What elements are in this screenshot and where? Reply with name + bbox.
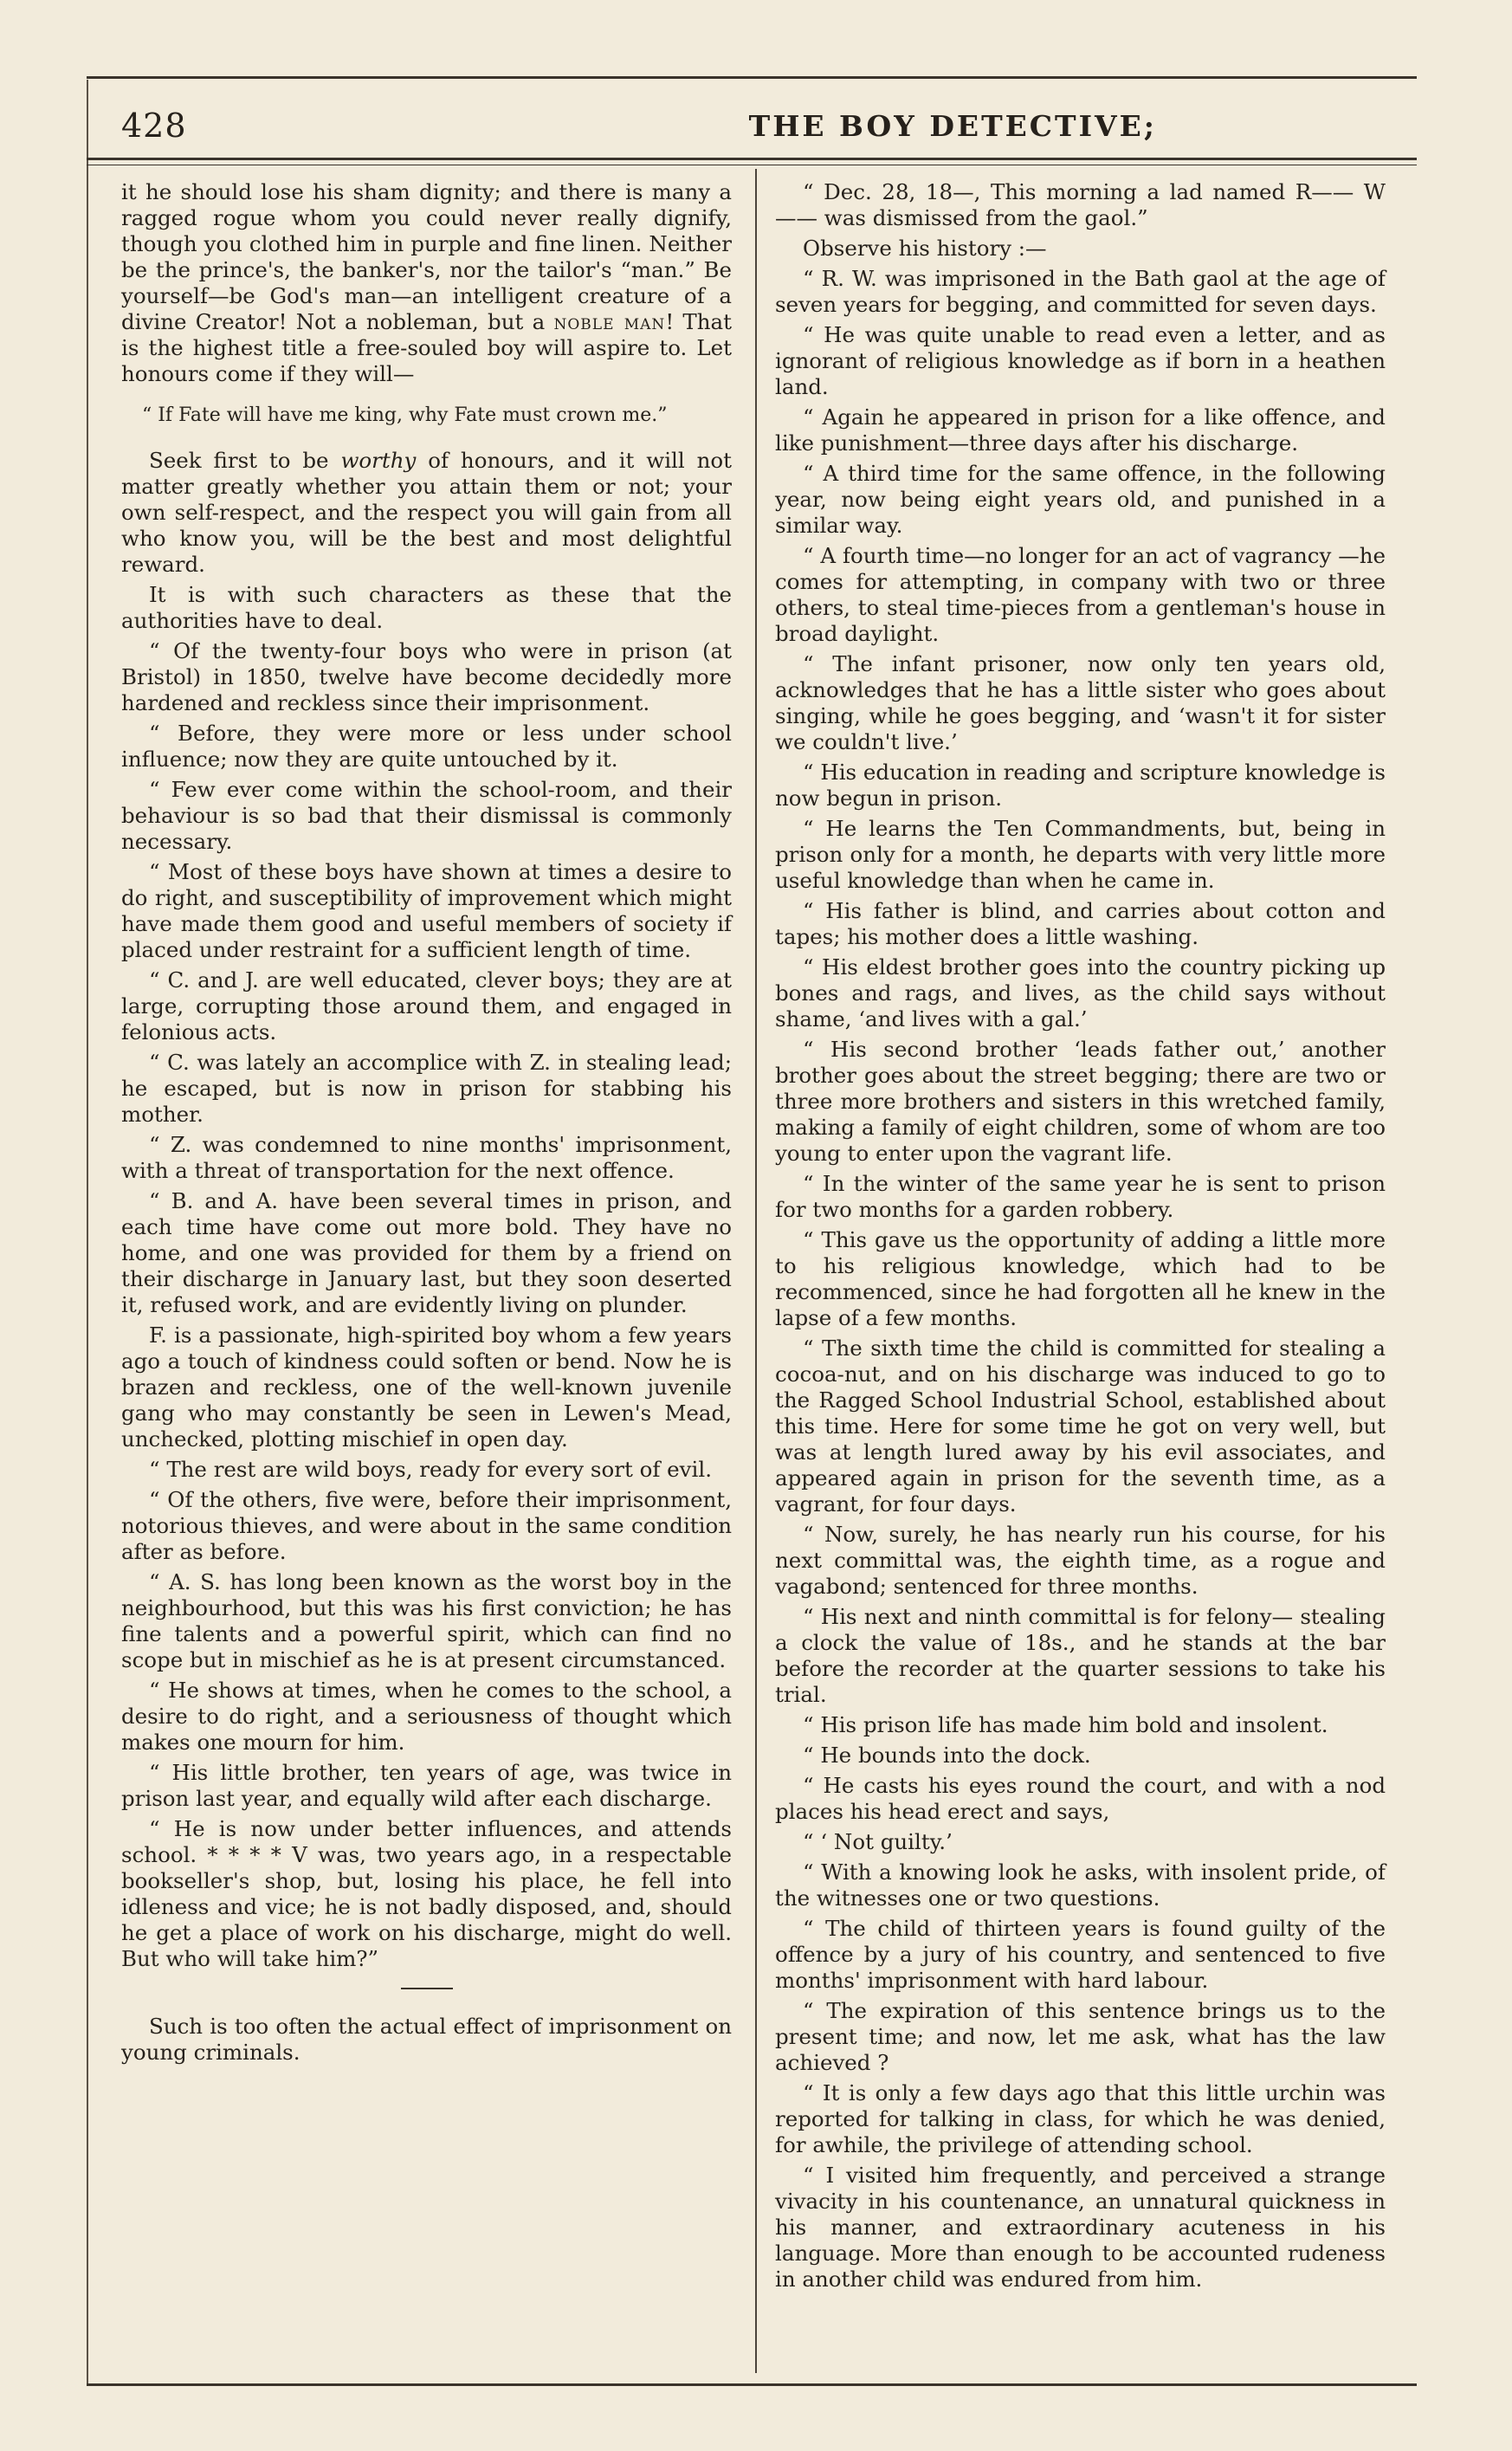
paragraph: F. is a passionate, high-spirited boy whom a few years ago a touch of kindness could soften or bend. Now he is brazen and reckless, one of the well-known juvenile gang who may constantly be seen in Lewen's Mead, unchecked, plotting mischief in open day. — [121, 1323, 732, 1452]
paragraph: Such is too often the actual effect of imprisonment on young criminals. — [121, 2014, 732, 2065]
paragraph: “ Z. was condemned to nine months' imprisonment, with a threat of transportation for the next offence. — [121, 1132, 732, 1183]
paragraph: Observe his history :— — [803, 236, 1047, 261]
left-margin-rule — [87, 80, 88, 2383]
paragraph: “ Of the twenty-four boys who were in prison (at Bristol) in 1850, twelve have become decidedly more hardened and reckless since their imprisonment. — [121, 638, 732, 715]
paragraph: “ He was quite unable to read even a letter, and as ignorant of religious knowledge as if born in a heathen land. — [775, 322, 1386, 399]
paragraph: “ R. W. was imprisoned in the Bath gaol at the age of seven years for begging, and committed for seven days. — [775, 266, 1386, 317]
paragraph: “ A. S. has long been known as the worst boy in the neighbourhood, but this was his first conviction; he has fine talents and a powerful spirit, which can find no scope but in mischief as he is at present circumstanced. — [121, 1569, 732, 1672]
paragraph: “ C. and J. are well educated, clever boys; they are at large, corrupting those around them, and engaged in felonious acts. — [121, 967, 732, 1044]
paragraph: “ I visited him frequently, and perceived a strange vivacity in his countenance, an unnatural quickness in his manner, and extraordinary acuteness in his language. More than enough to be accounted rudeness in another child was endured from him. — [775, 2163, 1386, 2292]
paragraph-text: ! That is the highest title a free-souled boy will aspire to. Let honours come if they will— — [121, 309, 732, 386]
paragraph: “ The infant prisoner, now only ten years old, acknowledges that he has a little sister who goes about singing, while he goes begging, and ‘wasn't it for sister we couldn't live.’ — [775, 651, 1386, 754]
running-title: THE BOY DETECTIVE; — [748, 108, 1157, 143]
paragraph: “ A fourth time—no longer for an act of vagrancy —he comes for attempting, in company with two or three others, to steal time-pieces from a gentleman's house in broad daylight. — [775, 543, 1386, 646]
page-number: 428 — [121, 107, 187, 145]
paragraph: “ He is now under better influences, and attends school. * * * * V was, two years ago, in a respectable bookseller's shop, but, losing his place, he fell into idleness and vice; he is not badly disposed, and, should he get a place of work on his discharge, might do well. But who will take him?” — [121, 1816, 732, 1971]
paragraph: “ His eldest brother goes into the country picking up bones and rags, and lives, as the child says without shame, ‘and lives with a gal.’ — [775, 954, 1386, 1031]
paragraph: “ Of the others, five were, before their imprisonment, notorious thieves, and were about in the same condition after as before. — [121, 1487, 732, 1564]
paragraph: “ The sixth time the child is committed for stealing a cocoa-nut, and on his discharge was induced to go to the Ragged School Industrial School, established about this time. Here for some time he got on very well, but was at length lured away by his evil associates, and appeared again in prison for the seventh time, as a vagrant, for four days. — [775, 1335, 1386, 1517]
paragraph: “ B. and A. have been several times in prison, and each time have come out more bold. They have no home, and one was provided for them by a friend on their discharge in January last, but they soon deserted it, refused work, and are evidently living on plunder. — [121, 1188, 732, 1317]
paragraph: “ With a knowing look he asks, with insolent pride, of the witnesses one or two questions. — [775, 1859, 1386, 1911]
header-rule — [87, 158, 1417, 160]
paragraph: “ The child of thirteen years is found guilty of the offence by a jury of his country, and sentenced to five months' imprisonment with hard labour. — [775, 1916, 1386, 1993]
paragraph-text: Seek first to be — [149, 448, 329, 473]
verse-quote: “ If Fate will have me king, why Fate must crown me.” — [142, 404, 668, 426]
paragraph: “ He shows at times, when he comes to the school, a desire to do right, and a seriousness of thought which makes one mourn for him. — [121, 1678, 732, 1755]
paragraph: “ In the winter of the same year he is sent to prison for two months for a garden robbery. — [775, 1171, 1386, 1222]
paragraph: “ ‘ Not guilty.’ — [803, 1829, 953, 1854]
paragraph-text: it he should lose his sham dignity; and there is many a ragged rogue whom you could never really dignify, though you clothed him in purple and fine linen. Neither be the prince's, the banker's, nor the tailor's “man.” Be yourself—be God's man—an intelligent creature of a divine Creator! Not a nobleman, but a — [121, 179, 732, 334]
paragraph: “ The expiration of this sentence brings us to the present time; and now, let me ask, what has the law achieved ? — [775, 1998, 1386, 2075]
paragraph: “ His next and ninth committal is for felony— stealing a clock the value of 18s., and he stands at the bar before the recorder at the quarter sessions to take his trial. — [775, 1604, 1386, 1707]
paragraph: “ His second brother ‘leads father out,’ another brother goes about the street begging; there are two or three more brothers and sisters in this wretched family, making a family of eight children, some of whom are too young to enter upon the vagrant life. — [775, 1037, 1386, 1166]
paragraph: “ It is only a few days ago that this little urchin was reported for talking in class, for which he was denied, for awhile, the privilege of attending school. — [775, 2080, 1386, 2157]
paragraph: “ Most of these boys have shown at times a desire to do right, and susceptibility of improvement which might have made them good and useful members of society if placed under restraint for a sufficient length of time. — [121, 859, 732, 962]
paragraph: “ C. was lately an accomplice with Z. in stealing lead; he escaped, but is now in prison for stabbing his mother. — [121, 1050, 732, 1127]
paragraph: “ The rest are wild boys, ready for every sort of evil. — [149, 1457, 712, 1482]
paragraph: “ Before, they were more or less under school influence; now they are quite untouched by it. — [121, 721, 732, 772]
paragraph — [121, 179, 732, 387]
paragraph: “ His education in reading and scripture knowledge is now begun in prison. — [775, 760, 1386, 811]
paragraph: “ Few ever come within the school-room, and their behaviour is so bad that their dismissal is commonly necessary. — [121, 777, 732, 854]
paragraph: “ Again he appeared in prison for a like offence, and like punishment—three days after his discharge. — [775, 404, 1386, 456]
emphasis-worthy: worthy — [340, 448, 417, 473]
paragraph: “ A third time for the same offence, in the following year, now being eight years old, and punished in a similar way. — [775, 461, 1386, 538]
paragraph — [121, 448, 732, 578]
column-divider — [755, 169, 757, 2373]
right-column — [775, 179, 1386, 2297]
top-rule — [87, 76, 1417, 79]
paragraph: “ This gave us the opportunity of adding a little more to his religious knowledge, which had to be recommenced, since he had forgotten all he knew in the lapse of a few months. — [775, 1227, 1386, 1330]
paragraph: It is with such characters as these that the authorities have to deal. — [121, 582, 732, 633]
page-header — [121, 104, 1382, 147]
paragraph: “ His prison life has made him bold and insolent. — [803, 1712, 1328, 1737]
paragraph: “ He bounds into the dock. — [803, 1743, 1091, 1768]
section-rule — [401, 1988, 453, 1989]
paragraph: “ Now, surely, he has nearly run his course, for his next committal was, the eighth time, as a rogue and vagabond; sentenced for three months. — [775, 1522, 1386, 1599]
bottom-rule — [87, 2383, 1417, 2386]
paragraph: “ He casts his eyes round the court, and with a nod places his head erect and says, — [775, 1773, 1386, 1824]
noble-man-smallcaps: noble man — [553, 309, 666, 334]
left-column — [121, 179, 732, 2070]
paragraph: “ Dec. 28, 18—, This morning a lad named R—— W—— was dismissed from the gaol.” — [775, 179, 1386, 230]
paragraph: “ His father is blind, and carries about cotton and tapes; his mother does a little washing. — [775, 898, 1386, 949]
paragraph: “ He learns the Ten Commandments, but, being in prison only for a month, he departs with very little more useful knowledge than when he came in. — [775, 816, 1386, 893]
paragraph: “ His little brother, ten years of age, was twice in prison last year, and equally wild after each discharge. — [121, 1760, 732, 1811]
paragraph-text: of honours, and it will not matter greatly whether you attain them or not; your own self-respect, and the respect you will gain from all who know you, will be the best and most delightful reward. — [121, 448, 732, 577]
